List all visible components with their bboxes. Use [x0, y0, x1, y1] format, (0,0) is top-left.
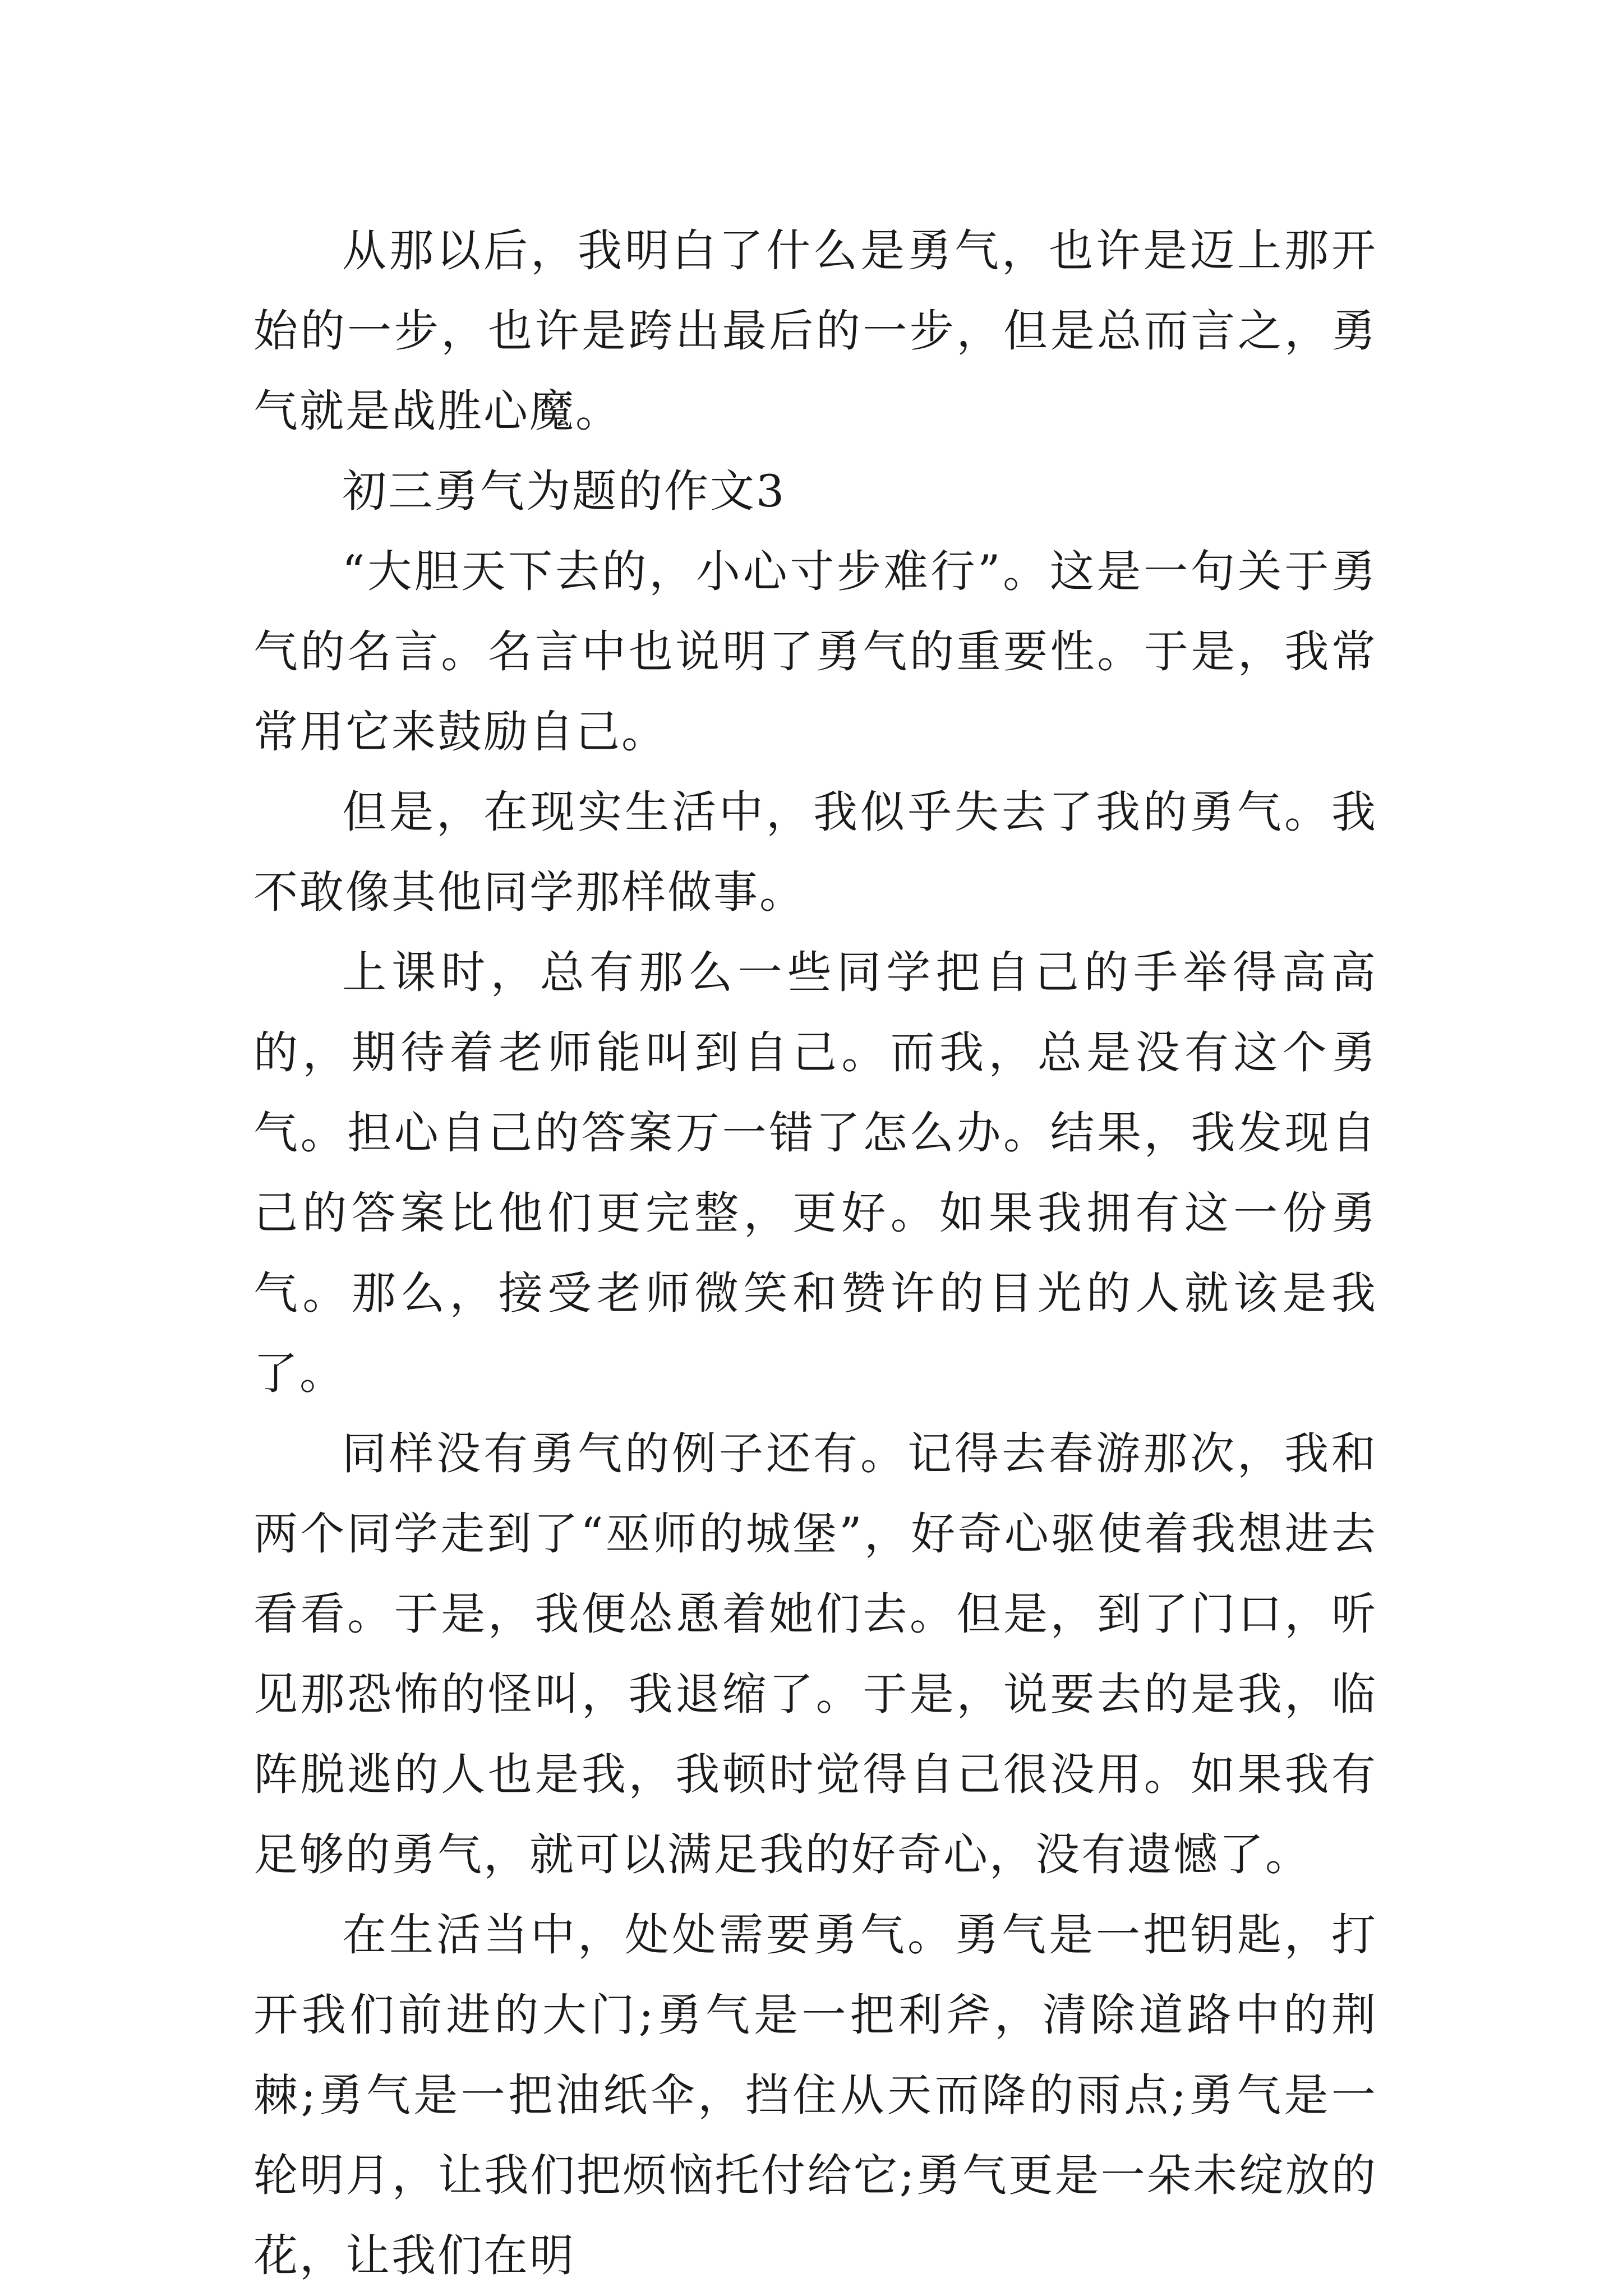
paragraph-classroom: 上课时，总有那么一些同学把自己的手举得高高的，期待着老师能叫到自己。而我，总是没有这个勇气。担心自己的答案万一错了怎么办。结果，我发现自己的答案比他们更完整，更好。如果我拥有这一份勇气。那么，接受老师微笑和赞许的目光的人就该是我了。 — [253, 947, 1377, 1399]
paragraph-quote: “大胆天下去的，小心寸步难行”。这是一句关于勇气的名言。名言中也说明了勇气的重要性。于是，我常常用它来鼓励自己。 — [253, 546, 1377, 758]
essay-heading: 初三勇气为题的作文3 — [342, 465, 786, 517]
paragraph-courage-metaphors: 在生活当中，处处需要勇气。勇气是一把钥匙，打开我们前进的大门;勇气是一把利斧，清除道路中的荆棘;勇气是一把油纸伞，挡住从天而降的雨点;勇气是一轮明月，让我们把烦恼托付给它;勇气更是一朵未绽放的花，让我们在明 — [253, 1909, 1377, 2281]
paragraph-spring-outing: 同样没有勇气的例子还有。记得去春游那次，我和两个同学走到了“巫师的城堡”，好奇心驱使着我想进去看看。于是，我便怂恿着她们去。但是，到了门口，听见那恐怖的怪叫，我退缩了。于是，说要去的是我，临阵脱逃的人也是我，我顿时觉得自己很没用。如果我有足够的勇气，就可以满足我的好奇心，没有遗憾了。 — [253, 1428, 1377, 1880]
document-page — [253, 211, 1377, 2296]
paragraph-lost-courage: 但是，在现实生活中，我似乎失去了我的勇气。我不敢像其他同学那样做事。 — [253, 786, 1377, 918]
paragraph-conclusion: 从那以后，我明白了什么是勇气，也许是迈上那开始的一步，也许是跨出最后的一步，但是总而言之，勇气就是战胜心魔。 — [253, 225, 1377, 437]
